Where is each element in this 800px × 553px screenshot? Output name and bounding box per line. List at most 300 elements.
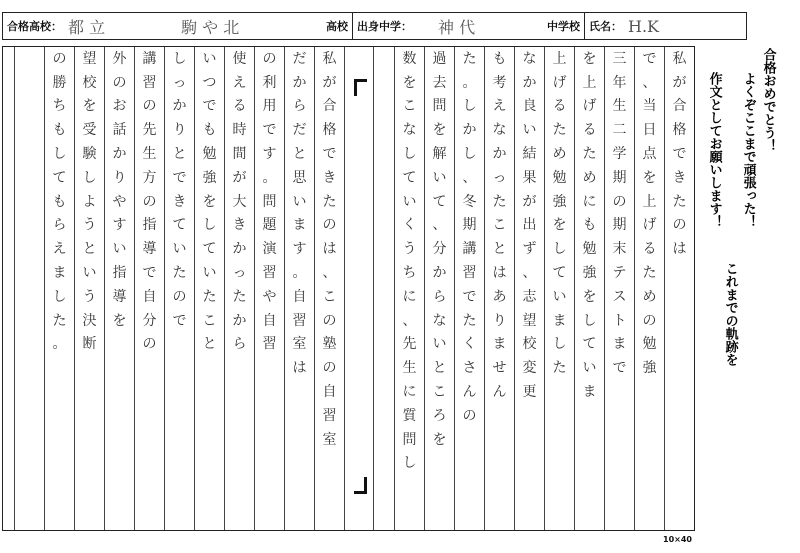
- manuscript-char: た: [552, 122, 567, 139]
- manuscript-char: を: [202, 193, 217, 210]
- manuscript-char: 過: [432, 50, 447, 67]
- manuscript-char: し: [52, 146, 67, 163]
- manuscript-char: が: [522, 193, 537, 210]
- manuscript-char: お: [112, 98, 127, 115]
- manuscript-char: え: [52, 241, 67, 258]
- manuscript-char: の: [322, 312, 337, 329]
- manuscript-char: 。: [462, 74, 477, 91]
- manuscript-char: 、: [642, 74, 657, 91]
- manuscript-char: る: [552, 98, 567, 115]
- manuscript-char: 問: [402, 431, 417, 448]
- manuscript-char: が: [672, 74, 687, 91]
- manuscript-char: 室: [292, 336, 307, 353]
- manuscript-char: 。: [292, 265, 307, 282]
- manuscript-char: 使: [232, 50, 247, 67]
- manuscript-char: 講: [462, 241, 477, 258]
- manuscript-char: 分: [432, 241, 447, 258]
- manuscript-char: と: [432, 360, 447, 377]
- manuscript-column: [104, 47, 134, 530]
- manuscript-char: た: [232, 288, 247, 305]
- manuscript-char: ら: [232, 336, 247, 353]
- manuscript-char: 去: [432, 74, 447, 91]
- manuscript-char: も: [52, 193, 67, 210]
- manuscript-char: 望: [522, 312, 537, 329]
- bracket-top-mark: [354, 79, 367, 96]
- manuscript-char: 格: [672, 122, 687, 139]
- manuscript-char: と: [292, 146, 307, 163]
- manuscript-char: の: [262, 50, 277, 67]
- manuscript-char: う: [82, 288, 97, 305]
- manuscript-char: て: [402, 169, 417, 186]
- manuscript-char: い: [522, 122, 537, 139]
- manuscript-char: 、: [432, 217, 447, 234]
- manuscript-column: [44, 47, 74, 530]
- manuscript-char: ま: [292, 217, 307, 234]
- manuscript-char: 習: [292, 312, 307, 329]
- school-field: [3, 13, 353, 39]
- manuscript-char: て: [432, 193, 447, 210]
- manuscript-char: を: [432, 431, 447, 448]
- manuscript-char: 室: [322, 431, 337, 448]
- manuscript-char: 先: [402, 336, 417, 353]
- manuscript-char: を: [552, 217, 567, 234]
- manuscript-char: ん: [462, 384, 477, 401]
- manuscript-char: 、: [402, 312, 417, 329]
- manuscript-char: た: [582, 146, 597, 163]
- manuscript-char: ま: [52, 265, 67, 282]
- manuscript-char: 間: [232, 146, 247, 163]
- manuscript-char: 演: [262, 241, 277, 258]
- manuscript-char: す: [292, 241, 307, 258]
- manuscript-char: で: [322, 146, 337, 163]
- manuscript-char: か: [522, 74, 537, 91]
- manuscript-char: り: [492, 312, 507, 329]
- manuscript-char: の: [142, 98, 157, 115]
- manuscript-char: だ: [292, 50, 307, 67]
- manuscript-char: か: [232, 241, 247, 258]
- manuscript-char: 二: [612, 122, 627, 139]
- manuscript-char: の: [112, 74, 127, 91]
- manuscript-char: し: [552, 336, 567, 353]
- message-line-2: よくぞここまで頑張った！: [740, 72, 756, 228]
- manuscript-char: と: [202, 336, 217, 353]
- name-label: 氏名：: [589, 20, 622, 33]
- manuscript-column: [664, 47, 694, 530]
- manuscript-char: 三: [612, 50, 627, 67]
- manuscript-char: き: [322, 169, 337, 186]
- manuscript-char: テ: [612, 265, 627, 282]
- school-suffix: 高校: [326, 20, 348, 33]
- manuscript-char: た: [462, 312, 477, 329]
- manuscript-char: た: [642, 265, 657, 282]
- manuscript-char: の: [672, 217, 687, 234]
- manuscript-char: い: [202, 50, 217, 67]
- manuscript-char: 生: [402, 360, 417, 377]
- manuscript-char: 強: [582, 265, 597, 282]
- manuscript-char: し: [52, 288, 67, 305]
- manuscript-column: [134, 47, 164, 530]
- manuscript-char: か: [462, 122, 477, 139]
- manuscript-char: を: [582, 288, 597, 305]
- manuscript-char: 習: [262, 336, 277, 353]
- manuscript-char: た: [202, 288, 217, 305]
- manuscript-char: 勉: [642, 336, 657, 353]
- manuscript-char: 塾: [322, 336, 337, 353]
- manuscript-char: も: [52, 122, 67, 139]
- manuscript-char: か: [232, 312, 247, 329]
- manuscript-char: う: [82, 217, 97, 234]
- manuscript-char: 上: [582, 74, 597, 91]
- manuscript-char: 格: [322, 122, 337, 139]
- manuscript-char: る: [582, 122, 597, 139]
- manuscript-char: 合: [322, 98, 337, 115]
- manuscript-char: に: [402, 288, 417, 305]
- manuscript-char: 分: [142, 312, 157, 329]
- manuscript-char: て: [172, 217, 187, 234]
- center-strip: [344, 47, 374, 530]
- manuscript-char: か: [292, 74, 307, 91]
- manuscript-char: し: [82, 169, 97, 186]
- manuscript-char: た: [552, 360, 567, 377]
- manuscript-char: か: [172, 98, 187, 115]
- manuscript-char: が: [322, 74, 337, 91]
- manuscript-char: た: [672, 193, 687, 210]
- manuscript-char: 受: [82, 122, 97, 139]
- school-label: 合格高校：: [7, 20, 62, 33]
- manuscript-char: 勝: [52, 74, 67, 91]
- manuscript-char: な: [522, 50, 537, 67]
- manuscript-char: き: [172, 193, 187, 210]
- manuscript-char: し: [402, 146, 417, 163]
- manuscript-char: こ: [202, 312, 217, 329]
- manuscript-column: [424, 47, 454, 530]
- manuscript-char: し: [552, 241, 567, 258]
- manuscript-char: 時: [232, 122, 247, 139]
- manuscript-char: 勉: [202, 146, 217, 163]
- manuscript-char: を: [582, 50, 597, 67]
- manuscript-char: っ: [172, 74, 187, 91]
- manuscript-char: た: [172, 265, 187, 282]
- manuscript-char: て: [52, 169, 67, 186]
- manuscript-column: [284, 47, 314, 530]
- manuscript-char: な: [402, 122, 417, 139]
- manuscript-char: っ: [492, 169, 507, 186]
- school-value-2: 駒 や 北: [181, 17, 240, 37]
- manuscript-column: [634, 47, 664, 530]
- manuscript-column: [14, 47, 44, 530]
- manuscript-char: 学: [612, 146, 627, 163]
- manuscript-char: は: [292, 360, 307, 377]
- manuscript-char: を: [432, 122, 447, 139]
- manuscript-char: 出: [522, 217, 537, 234]
- manuscript-char: 自: [262, 312, 277, 329]
- manuscript-char: 期: [462, 217, 477, 234]
- manuscript-char: と: [82, 241, 97, 258]
- manuscript-char: 強: [202, 169, 217, 186]
- manuscript-char: あ: [492, 288, 507, 305]
- manuscript-column: [574, 47, 604, 530]
- manuscript-char: 上: [552, 50, 567, 67]
- manuscript-char: 合: [672, 98, 687, 115]
- manuscript-char: 、: [462, 169, 477, 186]
- manuscript-char: い: [82, 265, 97, 282]
- manuscript-char: こ: [402, 98, 417, 115]
- manuscript-char: 利: [262, 74, 277, 91]
- manuscript-char: 問: [262, 193, 277, 210]
- manuscript-char: つ: [202, 74, 217, 91]
- manuscript-char: も: [202, 122, 217, 139]
- manuscript-char: っ: [232, 265, 247, 282]
- manuscript-char: 末: [612, 241, 627, 258]
- manuscript-char: い: [432, 169, 447, 186]
- manuscript-char: で: [172, 312, 187, 329]
- manuscript-column: [394, 47, 424, 530]
- manuscript-char: る: [642, 241, 657, 258]
- manuscript-char: 更: [522, 384, 537, 401]
- manuscript-char: せ: [492, 360, 507, 377]
- origin-label: 出身中学：: [357, 20, 412, 33]
- manuscript-char: で: [642, 50, 657, 67]
- manuscript-char: 。: [262, 169, 277, 186]
- origin-value: 神 代: [438, 17, 476, 37]
- manuscript-char: て: [202, 241, 217, 258]
- manuscript-char: し: [462, 146, 477, 163]
- manuscript-char: に: [402, 384, 417, 401]
- manuscript-char: く: [402, 217, 417, 234]
- manuscript-char: り: [172, 122, 187, 139]
- manuscript-char: 、: [322, 265, 337, 282]
- manuscript-char: が: [232, 169, 247, 186]
- manuscript-char: さ: [462, 360, 477, 377]
- manuscript-char: ま: [612, 336, 627, 353]
- manuscript-char: こ: [492, 217, 507, 234]
- left-half: [3, 47, 344, 530]
- manuscript-char: め: [642, 288, 657, 305]
- manuscript-char: な: [432, 312, 447, 329]
- message-line-3: 作文としてお願いします！: [706, 72, 722, 228]
- manuscript-char: 勉: [552, 169, 567, 186]
- manuscript-column: [314, 47, 344, 530]
- manuscript-char: し: [172, 50, 187, 67]
- manuscript-char: ト: [612, 312, 627, 329]
- manuscript-char: る: [232, 98, 247, 115]
- manuscript-char: し: [582, 312, 597, 329]
- manuscript-char: ら: [292, 98, 307, 115]
- manuscript-column: [604, 47, 634, 530]
- manuscript-char: 校: [82, 74, 97, 91]
- manuscript-column: [74, 47, 104, 530]
- manuscript-char: し: [402, 455, 417, 472]
- manuscript-char: 先: [142, 122, 157, 139]
- manuscript-char: の: [322, 360, 337, 377]
- manuscript-char: え: [492, 98, 507, 115]
- manuscript-char: や: [112, 193, 127, 210]
- manuscript-char: の: [142, 336, 157, 353]
- manuscript-char: ま: [492, 336, 507, 353]
- manuscript-char: 考: [492, 74, 507, 91]
- manuscript-char: の: [642, 312, 657, 329]
- manuscript-char: う: [402, 241, 417, 258]
- right-half: [374, 47, 694, 530]
- manuscript-column: [194, 47, 224, 530]
- manuscript-char: は: [322, 241, 337, 258]
- manuscript-char: ま: [552, 312, 567, 329]
- manuscript-char: 良: [522, 98, 537, 115]
- manuscript-column: [164, 47, 194, 530]
- manuscript-char: を: [82, 98, 97, 115]
- manuscript-char: な: [492, 122, 507, 139]
- manuscript-char: 習: [142, 74, 157, 91]
- manuscript-char: で: [172, 169, 187, 186]
- manuscript-char: 問: [432, 98, 447, 115]
- manuscript-char: で: [262, 122, 277, 139]
- manuscript-char: よ: [82, 193, 97, 210]
- manuscript-char: 冬: [462, 193, 477, 210]
- manuscript-char: ろ: [432, 407, 447, 424]
- manuscript-char: 。: [52, 336, 67, 353]
- manuscript-char: を: [112, 312, 127, 329]
- manuscript-char: 点: [642, 146, 657, 163]
- message-line-1: 合格おめでとう！: [760, 48, 776, 152]
- manuscript-char: 験: [82, 146, 97, 163]
- manuscript-char: 日: [642, 122, 657, 139]
- manuscript-char: 講: [142, 50, 157, 67]
- manuscript-char: の: [142, 193, 157, 210]
- manuscript-char: た: [322, 193, 337, 210]
- manuscript-paper: [2, 46, 695, 531]
- manuscript-char: い: [402, 193, 417, 210]
- school-value-1: 都 立: [68, 17, 106, 37]
- manuscript-char: 果: [522, 169, 537, 186]
- bracket-bottom-mark: [354, 477, 367, 494]
- manuscript-char: す: [262, 146, 277, 163]
- manuscript-char: に: [582, 193, 597, 210]
- manuscript-char: ま: [582, 384, 597, 401]
- manuscript-column: [454, 47, 484, 530]
- manuscript-char: の: [322, 217, 337, 234]
- manuscript-char: こ: [432, 384, 447, 401]
- manuscript-column: [484, 47, 514, 530]
- manuscript-char: 外: [112, 50, 127, 67]
- manuscript-char: り: [112, 169, 127, 186]
- name-field: [585, 13, 746, 39]
- manuscript-char: 習: [462, 265, 477, 282]
- manuscript-char: た: [462, 50, 477, 67]
- manuscript-char: い: [202, 265, 217, 282]
- manuscript-char: 望: [82, 50, 97, 67]
- manuscript-char: も: [582, 217, 597, 234]
- name-value: H.K: [628, 16, 659, 36]
- manuscript-char: か: [492, 146, 507, 163]
- manuscript-char: 断: [82, 336, 97, 353]
- manuscript-char: ち: [52, 98, 67, 115]
- manuscript-char: く: [462, 336, 477, 353]
- manuscript-char: で: [142, 265, 157, 282]
- manuscript-char: 年: [612, 74, 627, 91]
- manuscript-char: 生: [612, 98, 627, 115]
- manuscript-char: 自: [322, 384, 337, 401]
- manuscript-char: め: [552, 146, 567, 163]
- manuscript-char: ら: [52, 217, 67, 234]
- manuscript-char: い: [552, 288, 567, 305]
- manuscript-char: 期: [612, 169, 627, 186]
- manuscript-char: 期: [612, 217, 627, 234]
- manuscript-char: 校: [522, 336, 537, 353]
- manuscript-char: の: [52, 50, 67, 67]
- origin-suffix: 中学校: [547, 20, 580, 33]
- manuscript-char: 強: [642, 360, 657, 377]
- manuscript-char: ず: [522, 241, 537, 258]
- manuscript-char: を: [402, 74, 417, 91]
- manuscript-char: め: [582, 169, 597, 186]
- manuscript-char: か: [112, 146, 127, 163]
- manuscript-char: だ: [292, 122, 307, 139]
- manuscript-char: 志: [522, 288, 537, 305]
- manuscript-char: 勉: [582, 241, 597, 258]
- manuscript-char: 習: [262, 265, 277, 282]
- manuscript-char: 方: [142, 169, 157, 186]
- manuscript-char: き: [232, 217, 247, 234]
- origin-field: [353, 13, 585, 39]
- manuscript-char: 生: [142, 146, 157, 163]
- manuscript-char: で: [612, 360, 627, 377]
- manuscript-char: 話: [112, 122, 127, 139]
- manuscript-char: を: [642, 169, 657, 186]
- manuscript-column: [544, 47, 574, 530]
- manuscript-char: 指: [142, 217, 157, 234]
- manuscript-char: 変: [522, 360, 537, 377]
- manuscript-char: 習: [322, 407, 337, 424]
- manuscript-char: す: [112, 217, 127, 234]
- manuscript-column: [224, 47, 254, 530]
- manuscript-char: 自: [142, 288, 157, 305]
- manuscript-char: で: [202, 98, 217, 115]
- manuscript-char: こ: [322, 288, 337, 305]
- manuscript-char: 質: [402, 407, 417, 424]
- manuscript-char: で: [462, 288, 477, 305]
- manuscript-char: い: [582, 360, 597, 377]
- manuscript-char: と: [492, 241, 507, 258]
- manuscript-char: 用: [262, 98, 277, 115]
- message-line-4: これまでの軌跡を: [722, 262, 738, 366]
- manuscript-char: か: [432, 265, 447, 282]
- manuscript-char: 強: [552, 193, 567, 210]
- grid-size-label: 10×40: [663, 535, 692, 544]
- header-bar: [2, 12, 747, 40]
- manuscript-char: と: [172, 146, 187, 163]
- manuscript-char: い: [432, 336, 447, 353]
- manuscript-char: 数: [402, 50, 417, 67]
- manuscript-char: げ: [552, 74, 567, 91]
- manuscript-char: 導: [112, 288, 127, 305]
- manuscript-char: の: [612, 193, 627, 210]
- manuscript-char: 私: [672, 50, 687, 67]
- manuscript-char: 自: [292, 288, 307, 305]
- manuscript-char: い: [172, 241, 187, 258]
- manuscript-char: 上: [642, 193, 657, 210]
- manuscript-char: で: [672, 146, 687, 163]
- manuscript-char: ん: [492, 384, 507, 401]
- manuscript-column: [514, 47, 544, 530]
- manuscript-char: 私: [322, 50, 337, 67]
- manuscript-char: 解: [432, 146, 447, 163]
- manuscript-char: い: [112, 241, 127, 258]
- manuscript-char: の: [462, 407, 477, 424]
- manuscript-char: い: [292, 193, 307, 210]
- manuscript-column: [254, 47, 284, 530]
- manuscript-char: や: [262, 288, 277, 305]
- manuscript-char: げ: [582, 98, 597, 115]
